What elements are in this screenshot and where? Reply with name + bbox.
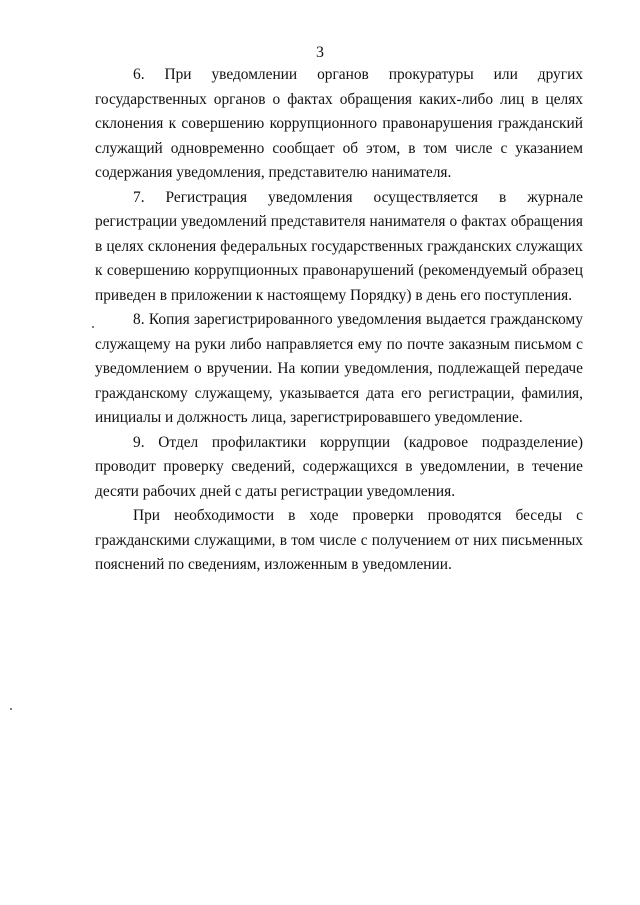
paragraph-7: 7. Регистрация уведомления осуществляется в журнале регистрации уведомлений представителя нанимателя о фактах обращения в целях склонения федеральных государственных гражданских служащих к совершению коррупционных правонарушений (рекомендуемый образец приведен в приложении к настоящему Порядку) в день его поступления. bbox=[95, 188, 583, 304]
paragraph-9: 9. Отдел профилактики коррупции (кадровое подразделение) проводит проверку сведений, содержащихся в уведомлении, в течение десяти рабочих дней с даты регистрации уведомления. bbox=[95, 433, 583, 500]
page-number: 3 bbox=[316, 44, 324, 61]
document-body bbox=[95, 63, 583, 578]
scan-speck bbox=[92, 326, 94, 328]
paragraph-6: 6. При уведомлении органов прокуратуры или других государственных органов о фактах обращения каких-либо лиц в целях склонения к совершению коррупционного правонарушения гражданский служащий одновременно сообщает об этом, в том числе с указанием содержания уведомления, представителю нанимателя. bbox=[95, 66, 583, 181]
paragraph-9-continuation: При необходимости в ходе проверки проводятся беседы с гражданскими служащими, в том числе с получением от них письменных пояснений по сведениям, изложенным в уведомлении. bbox=[95, 507, 583, 573]
scan-speck bbox=[10, 708, 12, 710]
paragraph-8: 8. Копия зарегистрированного уведомления выдается гражданскому служащему на руки либо направляется ему по почте заказным письмом с уведомлением о вручении. На копии уведомления, подлежащей передаче гражданскому служащему, указывается дата его регистрации, фамилия, инициалы и должность лица, зарегистрировавшего уведомление. bbox=[95, 311, 583, 426]
